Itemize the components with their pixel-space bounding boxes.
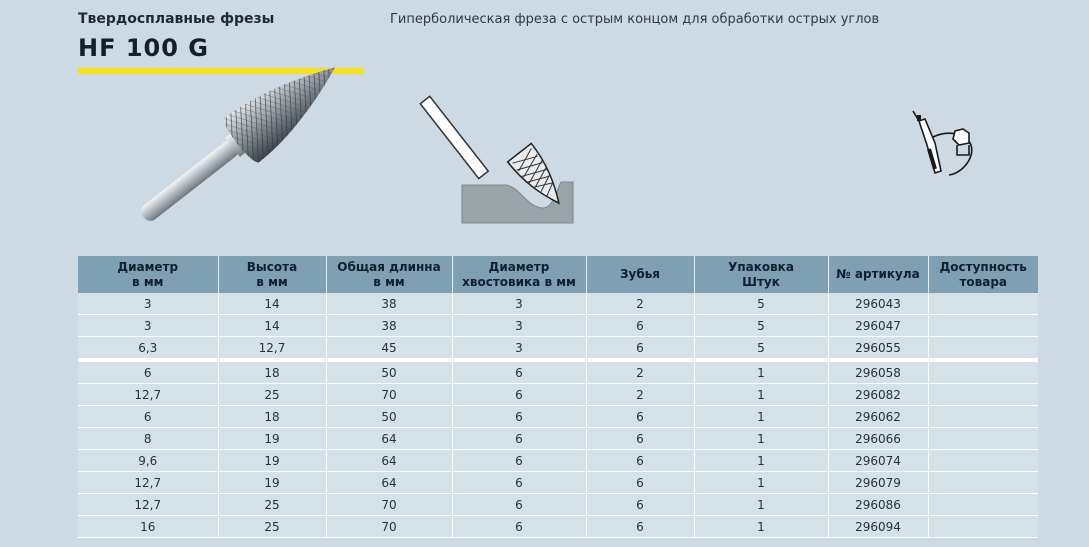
column-header: Доступность товара: [928, 256, 1038, 293]
model-title: HF 100 G: [78, 34, 209, 62]
table-cell: 45: [326, 337, 452, 361]
table-cell: [928, 428, 1038, 450]
table-cell: 6: [586, 472, 694, 494]
table-cell: 6: [586, 406, 694, 428]
table-cell: 50: [326, 360, 452, 384]
column-header: Зубья: [586, 256, 694, 293]
table-cell: 296066: [828, 428, 928, 450]
table-cell: 8: [78, 428, 218, 450]
table-cell: [928, 337, 1038, 361]
table-cell: 25: [218, 494, 326, 516]
table-row: [78, 315, 1038, 337]
table-cell: [928, 360, 1038, 384]
table-cell: 6,3: [78, 337, 218, 361]
table-row: [78, 450, 1038, 472]
table-cell: 296043: [828, 293, 928, 315]
table-cell: 38: [326, 293, 452, 315]
table-cell: 6: [452, 384, 586, 406]
table-cell: 5: [694, 337, 828, 361]
table-row: [78, 360, 1038, 384]
table-cell: 1: [694, 384, 828, 406]
table-cell: 19: [218, 450, 326, 472]
table-row: [78, 406, 1038, 428]
table-row: [78, 428, 1038, 450]
table-cell: 1: [694, 494, 828, 516]
table-cell: 18: [218, 406, 326, 428]
table-cell: 6: [452, 494, 586, 516]
table-cell: [928, 516, 1038, 538]
specification-table: [78, 256, 1038, 538]
table-cell: 2: [586, 384, 694, 406]
table-cell: [928, 315, 1038, 337]
table-cell: 3: [78, 315, 218, 337]
table-cell: 6: [586, 337, 694, 361]
table-cell: 296079: [828, 472, 928, 494]
table-cell: 25: [218, 516, 326, 538]
table-cell: 6: [586, 494, 694, 516]
table-row: [78, 337, 1038, 361]
table-cell: 5: [694, 315, 828, 337]
table-cell: 64: [326, 428, 452, 450]
table-cell: 14: [218, 315, 326, 337]
table-cell: 296055: [828, 337, 928, 361]
table-cell: 1: [694, 406, 828, 428]
table-cell: 6: [452, 450, 586, 472]
table-cell: 6: [78, 360, 218, 384]
table-cell: 2: [586, 360, 694, 384]
table-cell: 5: [694, 293, 828, 315]
column-header: Общая длинна в мм: [326, 256, 452, 293]
table-cell: 1: [694, 516, 828, 538]
table-cell: 50: [326, 406, 452, 428]
table-cell: 1: [694, 472, 828, 494]
table-cell: 296082: [828, 384, 928, 406]
usage-diagram-image: [415, 90, 585, 230]
table-cell: 296058: [828, 360, 928, 384]
table-cell: 6: [586, 428, 694, 450]
table-row: [78, 494, 1038, 516]
table-cell: 70: [326, 516, 452, 538]
table-cell: 296047: [828, 315, 928, 337]
table-cell: 19: [218, 428, 326, 450]
column-header: Высота в мм: [218, 256, 326, 293]
category-title: Твердосплавные фрезы: [78, 11, 275, 27]
table-cell: 2: [586, 293, 694, 315]
table-cell: 14: [218, 293, 326, 315]
table-cell: 6: [452, 428, 586, 450]
table-cell: [928, 293, 1038, 315]
table-cell: 70: [326, 494, 452, 516]
table-cell: 3: [452, 315, 586, 337]
table-cell: 1: [694, 450, 828, 472]
table-cell: 70: [326, 384, 452, 406]
table-cell: 25: [218, 384, 326, 406]
table-cell: 3: [452, 293, 586, 315]
table-cell: 6: [586, 516, 694, 538]
table-cell: 6: [452, 406, 586, 428]
table-cell: 296094: [828, 516, 928, 538]
table-cell: [928, 472, 1038, 494]
table-cell: [928, 494, 1038, 516]
table-cell: [928, 450, 1038, 472]
column-header: Диаметр хвостовика в мм: [452, 256, 586, 293]
burr-photo-image: [112, 50, 372, 230]
table-cell: 16: [78, 516, 218, 538]
table-row: [78, 472, 1038, 494]
product-description: Гиперболическая фреза с острым концом для обработки острых углов: [390, 12, 880, 27]
column-header: Упаковка Штук: [694, 256, 828, 293]
table-cell: 3: [452, 337, 586, 361]
table-cell: 12,7: [78, 472, 218, 494]
rotary-tool-icon: [905, 105, 985, 185]
table-cell: 1: [694, 428, 828, 450]
table-cell: 12,7: [78, 384, 218, 406]
table-cell: 6: [586, 315, 694, 337]
table-row: [78, 516, 1038, 538]
table-cell: 18: [218, 360, 326, 384]
table-cell: 6: [452, 516, 586, 538]
table-cell: 6: [78, 406, 218, 428]
table-cell: [928, 384, 1038, 406]
column-header: № артикула: [828, 256, 928, 293]
table-cell: 64: [326, 472, 452, 494]
table-row: [78, 384, 1038, 406]
table-cell: 296062: [828, 406, 928, 428]
table-cell: 64: [326, 450, 452, 472]
table-cell: 296086: [828, 494, 928, 516]
table-cell: 3: [78, 293, 218, 315]
table-cell: 12,7: [78, 494, 218, 516]
table-cell: 19: [218, 472, 326, 494]
table-row: [78, 293, 1038, 315]
table-cell: 12,7: [218, 337, 326, 361]
table-cell: 6: [586, 450, 694, 472]
table-cell: 9,6: [78, 450, 218, 472]
column-header: Диаметр в мм: [78, 256, 218, 293]
table-cell: 6: [452, 360, 586, 384]
table-header-row: [78, 256, 1038, 293]
table-cell: [928, 406, 1038, 428]
table-cell: 6: [452, 472, 586, 494]
table-cell: 1: [694, 360, 828, 384]
table-cell: 296074: [828, 450, 928, 472]
table-cell: 38: [326, 315, 452, 337]
